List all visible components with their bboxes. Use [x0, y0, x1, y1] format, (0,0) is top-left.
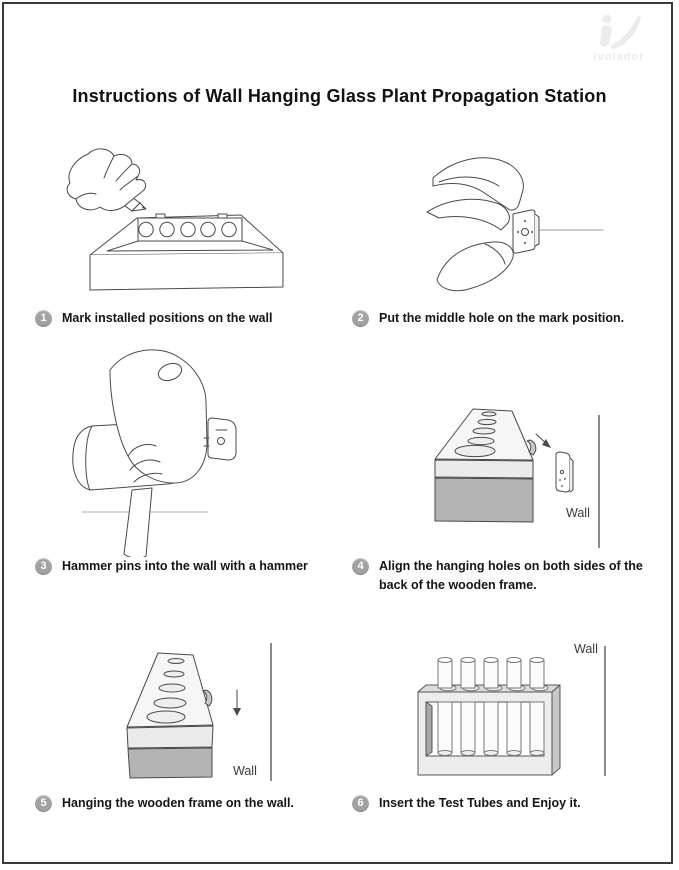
- hanger-plate-drawing: [513, 210, 539, 253]
- down-arrow-icon: [233, 690, 241, 716]
- hand-drawing: [427, 158, 523, 291]
- wall-label: Wall: [233, 764, 257, 778]
- step2-caption: [352, 309, 624, 328]
- page-title: Instructions of Wall Hanging Glass Plant Propagation Station: [72, 86, 607, 106]
- wall-line: [598, 415, 600, 548]
- step2-illustration: [425, 148, 655, 298]
- step6-caption: [352, 794, 581, 813]
- step4-caption: [352, 557, 643, 595]
- arrow-icon: [536, 434, 551, 448]
- step1-number-badge: 1: [35, 310, 52, 327]
- wall-line: [604, 646, 606, 776]
- step6-illustration: [402, 640, 617, 790]
- brand-logo-icon: [594, 14, 644, 50]
- wall-label: Wall: [574, 642, 598, 656]
- wall-label: Wall: [566, 506, 590, 520]
- wooden-frame-drawing: [127, 653, 213, 778]
- step3-number-badge: 3: [35, 558, 52, 575]
- step5-caption-text: Hanging the wooden frame on the wall.: [62, 796, 294, 810]
- brand-logo: [577, 14, 661, 63]
- step3-illustration: [58, 342, 258, 557]
- step3-caption: [35, 557, 308, 576]
- wooden-frame-drawing: [435, 409, 536, 522]
- step6-number-badge: 6: [352, 795, 369, 812]
- hanger-plate-drawing: [556, 452, 573, 492]
- step4-caption-text: Align the hanging holes on both sides of the back of the wooden frame.: [379, 559, 643, 592]
- step6-caption-text: Insert the Test Tubes and Enjoy it.: [379, 796, 581, 810]
- hammer-handle-drawing: [124, 488, 152, 557]
- step5-number-badge: 5: [35, 795, 52, 812]
- step1-caption: [35, 309, 272, 328]
- hanger-plate-drawing: [204, 418, 236, 460]
- step2-number-badge: 2: [352, 310, 369, 327]
- step3-caption-text: Hammer pins into the wall with a hammer: [62, 559, 308, 573]
- step1-caption-text: Mark installed positions on the wall: [62, 311, 273, 325]
- step5-caption: [35, 794, 294, 813]
- step4-illustration: [430, 398, 645, 553]
- wall-line: [270, 643, 272, 781]
- step4-number-badge: 4: [352, 558, 369, 575]
- step1-illustration: [40, 148, 300, 303]
- brand-name: ivolador: [593, 51, 645, 63]
- wooden-frame-top-drawing: [90, 214, 283, 290]
- step2-caption-text: Put the middle hole on the mark position.: [379, 311, 625, 325]
